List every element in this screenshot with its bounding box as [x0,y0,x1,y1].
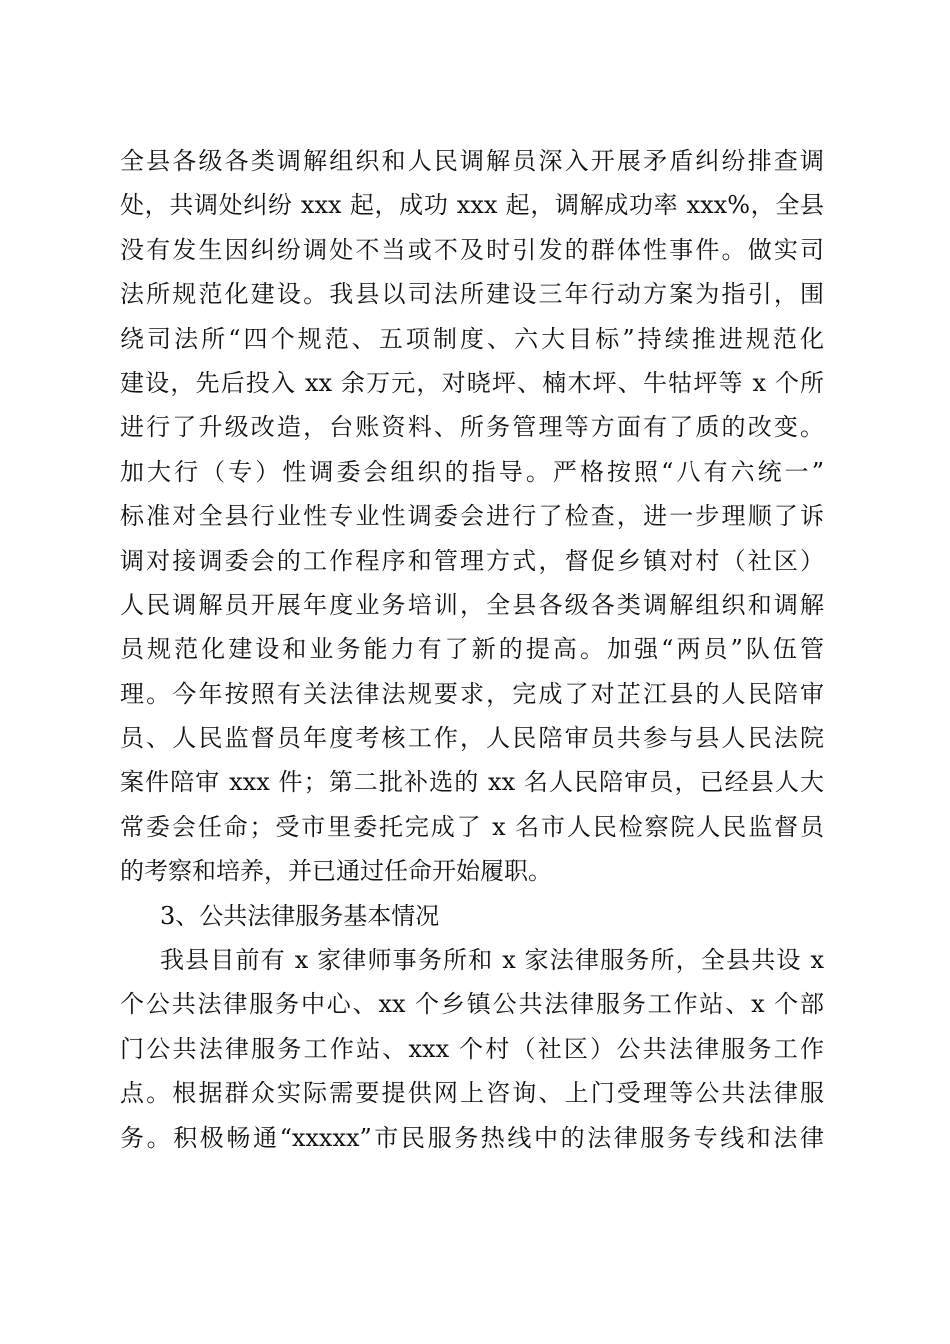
text-line: 调对接调委会的工作程序和管理方式，督促乡镇对村（社区） [120,546,824,575]
paragraph-mediation [120,139,824,894]
text-line: 没有发生因纠纷调处不当或不及时引发的群体性事件。做实司 [120,235,824,264]
text-line: 处，共调处纠纷 xxx 起，成功 xxx 起，调解成功率 xxx%，全县 [120,191,824,220]
text-line: 标准对全县行业性专业性调委会进行了检查，进一步理顺了诉 [120,502,824,531]
text-line: 进行了升级改造，台账资料、所务管理等方面有了质的改变。 [120,413,824,442]
text-line: 员、人民监督员年度考核工作，人民陪审员共参与县人民法院 [120,724,824,753]
text-line: 门公共法律服务工作站、xxx 个村（社区）公共法律服务工作 [120,1034,824,1063]
text-line: 案件陪审 xxx 件；第二批补选的 xx 名人民陪审员，已经县人大 [120,768,824,797]
text-line: 点。根据群众实际需要提供网上咨询、上门受理等公共法律服 [120,1079,824,1108]
text-line: 常委会任命；受市里委托完成了 x 名市人民检察院人民监督员 [120,812,824,841]
section-heading-text: 3、公共法律服务基本情况 [160,901,440,930]
section-heading [120,894,824,938]
text-line: 个公共法律服务中心、xx 个乡镇公共法律服务工作站、x 个部 [120,990,824,1019]
body-text [120,139,824,1160]
text-line: 理。今年按照有关法律法规要求，完成了对芷江县的人民陪审 [120,679,824,708]
text-line: 法所规范化建设。我县以司法所建设三年行动方案为指引，围 [120,280,824,309]
text-line: 绕司法所“四个规范、五项制度、六大目标”持续推进规范化 [120,324,824,353]
text-line: 我县目前有 x 家律师事务所和 x 家法律服务所，全县共设 x [160,946,824,975]
text-line: 务。积极畅通“xxxxx”市民服务热线中的法律服务专线和法律 [120,1123,824,1152]
text-line: 人民调解员开展年度业务培训，全县各级各类调解组织和调解 [120,590,824,619]
text-line: 员规范化建设和业务能力有了新的提高。加强“两员”队伍管 [120,635,824,664]
text-line: 加大行（专）性调委会组织的指导。严格按照“八有六统一” [120,457,824,486]
text-line: 全县各级各类调解组织和人民调解员深入开展矛盾纠纷排查调 [120,147,824,175]
text-line: 的考察和培养，并已通过任命开始履职。 [120,857,552,886]
text-line: 建设，先后投入 xx 余万元，对晓坪、楠木坪、牛牯坪等 x 个所 [120,368,824,397]
paragraph-public-legal-services [120,938,824,1160]
